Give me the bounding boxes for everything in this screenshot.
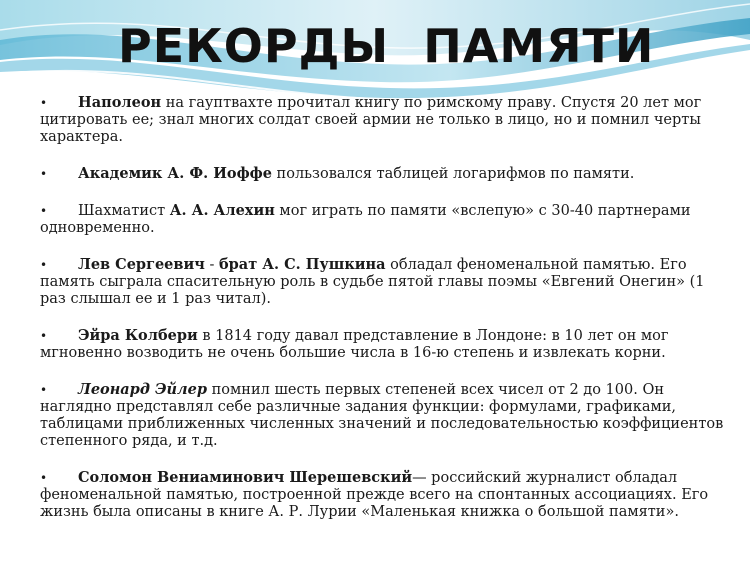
list-item-napoleon	[40, 94, 728, 146]
person-name: Соломон Вениаминович Шерешевский	[78, 469, 413, 486]
bullet-icon: •	[40, 167, 48, 181]
bullet-icon: •	[40, 204, 48, 218]
record-prefix: Шахматист	[78, 203, 170, 219]
bullet-icon: •	[40, 383, 48, 397]
record-text: обладал феноменальной памятью. Его память сыграла спасительную роль в судьбе пятой главы поэмы «Евгений Онегин» (1 раз слышал ее и 1 раз читал).	[40, 257, 705, 307]
record-separator: -	[204, 257, 219, 273]
bullet-icon: •	[40, 96, 48, 110]
record-text: в 1814 году давал представление в Лондоне: в 10 лет он мог мгновенно возводить не очень большие числа в 16-ю степень и извлекать корни.	[40, 328, 669, 361]
list-item-pushkin	[40, 256, 728, 308]
bullet-icon: •	[40, 471, 48, 485]
record-text: мог играть по памяти «вслепую» с 30-40 партнерами одновременно.	[40, 203, 691, 236]
bullet-icon: •	[40, 258, 48, 272]
person-name: Леонард Эйлер	[78, 381, 208, 398]
list-item-euler	[40, 381, 728, 450]
person-name: Лев Сергеевич	[78, 256, 205, 273]
list-item-alekhin	[40, 202, 728, 237]
list-item-colbert	[40, 327, 728, 362]
record-text: на гауптвахте прочитал книгу по римскому праву. Спустя 20 лет мог цитировать ее; знал многих солдат своей армии не только в лицо, но и помнил черты характера.	[40, 95, 702, 145]
person-name: Академик А. Ф. Иоффе	[78, 165, 272, 182]
person-relation: брат А. С. Пушкина	[218, 256, 386, 273]
person-name: Наполеон	[78, 94, 162, 111]
record-text: — российский журналист обладал феноменальной памятью, построенной прежде всего на спонтанных ассоциациях. Его жизнь была описаны в книге А. Р. Лурии «Маленькая книжка о большой памяти».	[40, 470, 709, 520]
list-item-shereshevsky	[40, 469, 728, 521]
person-name: А. А. Алехин	[169, 202, 275, 219]
records-list	[40, 94, 728, 540]
list-item-ioffe	[40, 165, 728, 183]
record-text: помнил шесть первых степеней всех чисел от 2 до 100. Он наглядно представлял себе различные задания функции: формулами, графиками, таблицами приближенных численных значений и последовательностью коэффициентов степенного ряда, и т.д.	[40, 382, 724, 449]
bullet-icon: •	[40, 329, 48, 343]
slide-title: РЕКОРДЫ ПАМЯТИ	[118, 19, 655, 73]
person-name: Эйра Колбери	[78, 327, 198, 344]
record-text: пользовался таблицей логарифмов по памяти.	[271, 166, 635, 182]
